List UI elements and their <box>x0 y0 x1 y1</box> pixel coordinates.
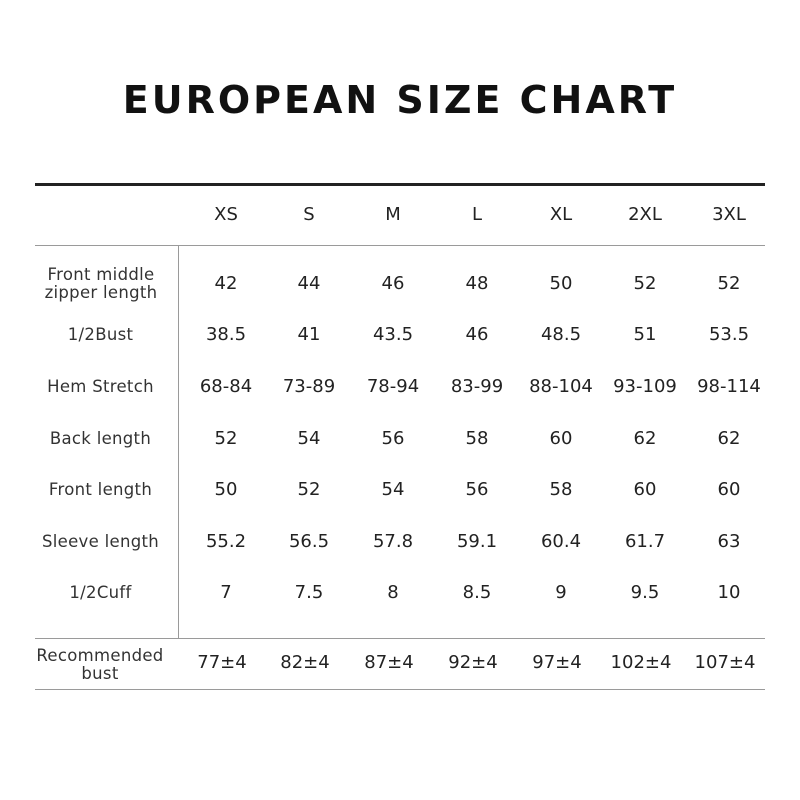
header-divider <box>35 245 765 246</box>
row-label: 1/2Cuff <box>69 583 132 602</box>
label-column-divider <box>178 246 179 638</box>
table-cell: 83-99 <box>450 376 504 397</box>
footer-cell: 82±4 <box>280 652 330 673</box>
bottom-divider <box>35 689 765 690</box>
row-label: Sleeve length <box>41 532 159 551</box>
table-cell: 52 <box>214 428 238 449</box>
table-cell: 78-94 <box>366 376 420 397</box>
table-cell: 7 <box>220 582 232 603</box>
page-title: EUROPEAN SIZE CHART <box>122 78 678 122</box>
table-cell: 68-84 <box>199 376 253 397</box>
table-cell: 44 <box>297 273 321 294</box>
table-cell: 41 <box>297 324 321 345</box>
table-cell: 88-104 <box>529 376 593 397</box>
table-cell: 10 <box>717 582 741 603</box>
footer-divider <box>35 638 765 639</box>
table-cell: 98-114 <box>697 376 761 397</box>
size-header-xs: XS <box>214 204 238 225</box>
table-cell: 9 <box>555 582 567 603</box>
table-cell: 52 <box>297 479 321 500</box>
table-cell: 51 <box>633 324 657 345</box>
table-cell: 63 <box>717 531 741 552</box>
table-cell: 62 <box>717 428 741 449</box>
footer-cell: 92±4 <box>448 652 498 673</box>
row-label: Back length <box>49 429 152 448</box>
top-divider <box>35 183 765 186</box>
table-cell: 52 <box>633 273 657 294</box>
size-header-2xl: 2XL <box>628 204 662 225</box>
table-cell: 61.7 <box>624 531 666 552</box>
footer-cell: 107±4 <box>694 652 756 673</box>
size-header-3xl: 3XL <box>712 204 746 225</box>
table-cell: 93-109 <box>613 376 677 397</box>
table-cell: 60 <box>717 479 741 500</box>
table-cell: 8.5 <box>462 582 492 603</box>
table-cell: 59.1 <box>456 531 498 552</box>
footer-cell: 102±4 <box>610 652 672 673</box>
table-cell: 43.5 <box>372 324 414 345</box>
table-cell: 50 <box>214 479 238 500</box>
footer-row-label: Recommended bust <box>36 646 164 683</box>
footer-cell: 97±4 <box>532 652 582 673</box>
table-cell: 56 <box>381 428 405 449</box>
row-label: Front length <box>48 480 153 499</box>
table-cell: 58 <box>549 479 573 500</box>
table-cell: 73-89 <box>282 376 336 397</box>
table-cell: 9.5 <box>630 582 660 603</box>
table-cell: 48 <box>465 273 489 294</box>
table-cell: 48.5 <box>540 324 582 345</box>
table-cell: 62 <box>633 428 657 449</box>
table-cell: 60.4 <box>540 531 582 552</box>
table-cell: 46 <box>465 324 489 345</box>
table-cell: 54 <box>297 428 321 449</box>
table-cell: 7.5 <box>294 582 324 603</box>
table-cell: 38.5 <box>205 324 247 345</box>
footer-cell: 87±4 <box>364 652 414 673</box>
table-cell: 53.5 <box>708 324 750 345</box>
row-label: 1/2Bust <box>67 325 134 344</box>
table-cell: 50 <box>549 273 573 294</box>
table-cell: 60 <box>549 428 573 449</box>
row-label: Front middle zipper length <box>44 265 158 302</box>
table-cell: 57.8 <box>372 531 414 552</box>
table-cell: 54 <box>381 479 405 500</box>
size-header-m: M <box>385 204 401 225</box>
table-cell: 60 <box>633 479 657 500</box>
table-cell: 56.5 <box>288 531 330 552</box>
table-cell: 8 <box>387 582 399 603</box>
size-header-l: L <box>471 204 483 225</box>
table-cell: 52 <box>717 273 741 294</box>
table-cell: 55.2 <box>205 531 247 552</box>
table-cell: 56 <box>465 479 489 500</box>
table-cell: 58 <box>465 428 489 449</box>
size-header-s: S <box>303 204 315 225</box>
footer-cell: 77±4 <box>197 652 247 673</box>
table-cell: 42 <box>214 273 238 294</box>
table-cell: 46 <box>381 273 405 294</box>
size-header-xl: XL <box>549 204 573 225</box>
row-label: Hem Stretch <box>47 377 154 396</box>
